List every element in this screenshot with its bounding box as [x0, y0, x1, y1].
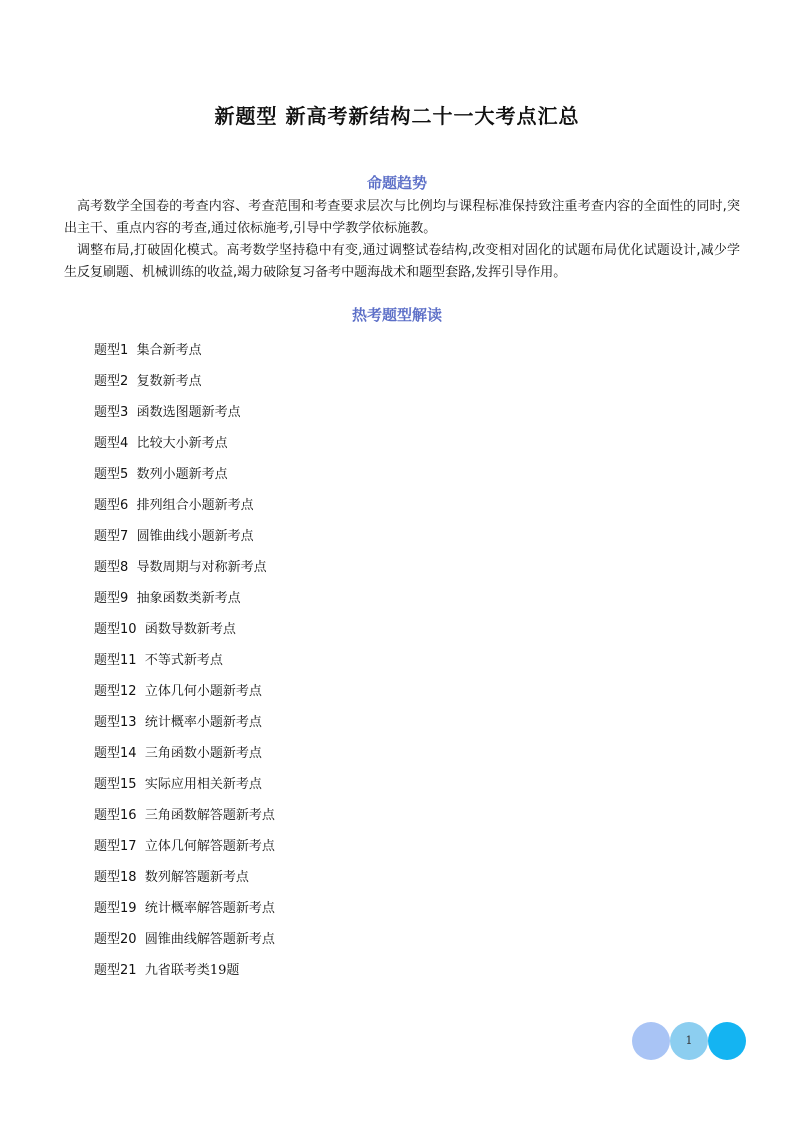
topic-item: [94, 526, 275, 557]
topic-prefix: 题型: [94, 932, 121, 947]
topic-prefix: 题型: [94, 405, 121, 420]
topic-item: [94, 650, 275, 681]
topic-name: 实际应用相关新考点: [144, 777, 262, 792]
topic-prefix: 题型: [94, 653, 121, 668]
topic-number: 18: [120, 870, 137, 885]
document-title: 新题型 新高考新结构二十一大考点汇总: [214, 104, 580, 128]
topic-prefix: 题型: [94, 746, 121, 761]
topic-number: 21: [120, 963, 137, 978]
topic-item: [94, 743, 275, 774]
topic-item: [94, 495, 275, 526]
topic-item: [94, 619, 275, 650]
topic-item: [94, 960, 275, 991]
topic-prefix: 题型: [94, 839, 121, 854]
topic-prefix: 题型: [94, 560, 121, 575]
decorative-circle-right: [708, 1022, 746, 1060]
topic-item: [94, 712, 275, 743]
topic-name: 导数周期与对称新考点: [136, 560, 267, 575]
topic-prefix: 题型: [94, 777, 121, 792]
topic-number: 15: [120, 777, 137, 792]
topic-number: 13: [120, 715, 137, 730]
topic-list: [94, 340, 275, 991]
page-number: 1: [685, 1034, 693, 1047]
topic-number: 5: [120, 467, 129, 482]
topic-item: [94, 588, 275, 619]
topic-name: 比较大小新考点: [136, 436, 228, 451]
topic-prefix: 题型: [94, 591, 121, 606]
topic-name: 数列解答题新考点: [144, 870, 249, 885]
topic-item: [94, 898, 275, 929]
topic-prefix: 题型: [94, 498, 121, 513]
topic-item: [94, 867, 275, 898]
topic-item: [94, 805, 275, 836]
topic-number: 9: [120, 591, 129, 606]
topic-number: 16: [120, 808, 137, 823]
topic-name: 圆锥曲线解答题新考点: [144, 932, 275, 947]
topic-item: [94, 464, 275, 495]
topic-number: 1: [120, 343, 129, 358]
topic-item: [94, 681, 275, 712]
topic-item: [94, 402, 275, 433]
section-heading-trends: 命题趋势: [366, 174, 427, 192]
topic-prefix: 题型: [94, 529, 121, 544]
topic-prefix: 题型: [94, 870, 121, 885]
topic-name: 统计概率解答题新考点: [144, 901, 275, 916]
topic-number: 3: [120, 405, 129, 420]
topic-prefix: 题型: [94, 622, 121, 637]
topic-name: 三角函数小题新考点: [144, 746, 262, 761]
topic-prefix: 题型: [94, 901, 121, 916]
topic-name: 立体几何解答题新考点: [144, 839, 275, 854]
topic-prefix: 题型: [94, 343, 121, 358]
topic-prefix: 题型: [94, 436, 121, 451]
topic-name: 统计概率小题新考点: [144, 715, 262, 730]
topic-item: [94, 929, 275, 960]
topic-number: 8: [120, 560, 129, 575]
topic-name: 数列小题新考点: [136, 467, 228, 482]
decorative-circle-left: [632, 1022, 670, 1060]
page-number-badge: [632, 1022, 748, 1062]
topic-number: 11: [120, 653, 137, 668]
topic-name: 复数新考点: [136, 374, 202, 389]
intro-text: [64, 196, 740, 284]
topic-prefix: 题型: [94, 808, 121, 823]
topic-prefix: 题型: [94, 374, 121, 389]
topic-item: [94, 371, 275, 402]
topic-item: [94, 433, 275, 464]
topic-number: 12: [120, 684, 137, 699]
topic-name: 立体几何小题新考点: [144, 684, 262, 699]
topic-number: 6: [120, 498, 129, 513]
topic-name: 三角函数解答题新考点: [144, 808, 275, 823]
topic-name: 不等式新考点: [144, 653, 223, 668]
topic-number: 19: [120, 901, 137, 916]
topic-prefix: 题型: [94, 467, 121, 482]
topic-prefix: 题型: [94, 963, 121, 978]
topic-name: 函数选图题新考点: [136, 405, 241, 420]
topic-name: 圆锥曲线小题新考点: [136, 529, 254, 544]
topic-name: 抽象函数类新考点: [136, 591, 241, 606]
topic-number: 7: [120, 529, 129, 544]
topic-item: [94, 836, 275, 867]
topic-prefix: 题型: [94, 715, 121, 730]
topic-number: 14: [120, 746, 137, 761]
topic-number: 4: [120, 436, 129, 451]
topic-number: 2: [120, 374, 129, 389]
topic-item: [94, 557, 275, 588]
intro-paragraph: 调整布局,打破固化模式。高考数学坚持稳中有变,通过调整试卷结构,改变相对固化的试题布局优化试题设计,减少学生反复刷题、机械训练的收益,竭力破除复习备考中题海战术和题型套路,发挥引导作用。: [64, 243, 740, 280]
topic-item: [94, 774, 275, 805]
section-heading-topics: 热考题型解读: [351, 306, 442, 324]
topic-name: 集合新考点: [136, 343, 202, 358]
topic-number: 20: [120, 932, 137, 947]
topic-prefix: 题型: [94, 684, 121, 699]
topic-name: 函数导数新考点: [144, 622, 236, 637]
topic-name: 九省联考类19题: [144, 963, 240, 978]
intro-paragraph: 高考数学全国卷的考查内容、考查范围和考查要求层次与比例均与课程标准保持致注重考查内容的全面性的同时,突出主干、重点内容的考查,通过依标施考,引导中学教学依标施教。: [64, 199, 740, 236]
topic-number: 10: [120, 622, 137, 637]
topic-name: 排列组合小题新考点: [136, 498, 254, 513]
topic-item: [94, 340, 275, 371]
topic-number: 17: [120, 839, 137, 854]
